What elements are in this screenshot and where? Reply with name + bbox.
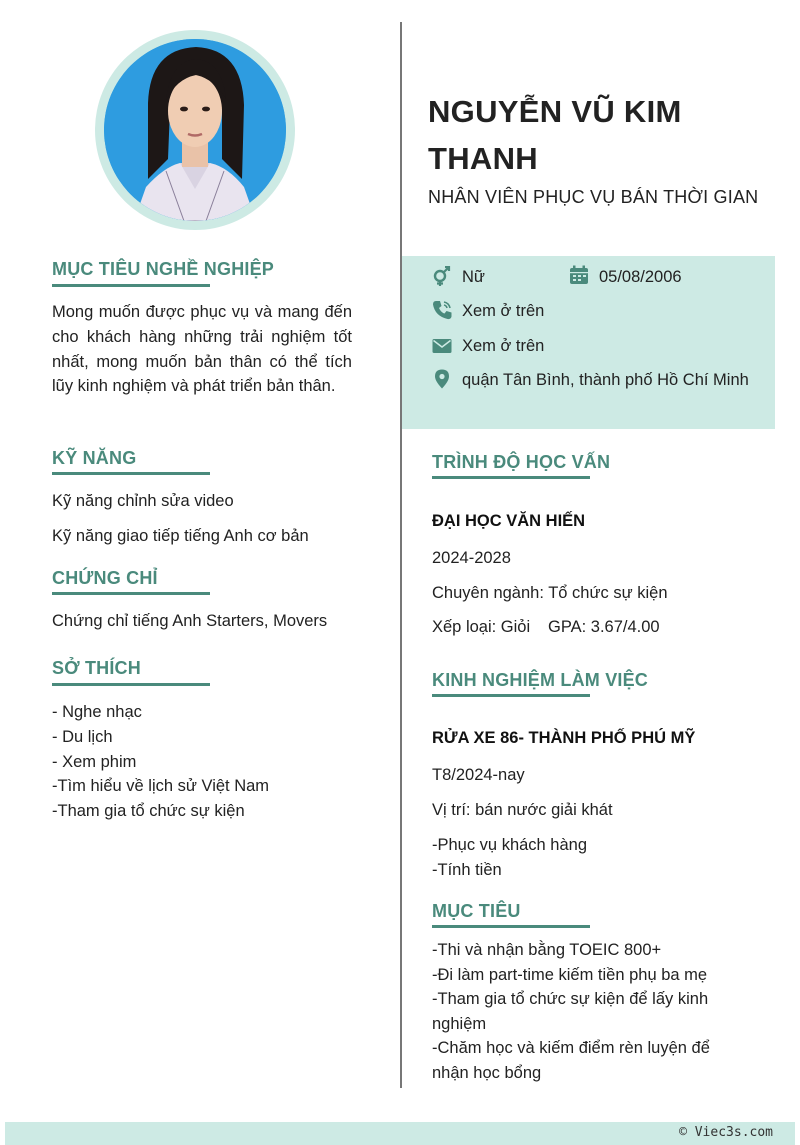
gpa: GPA: 3.67/4.00 — [548, 618, 660, 636]
certificates-underline — [52, 592, 210, 595]
work-period: T8/2024-nay — [432, 766, 525, 784]
duty-item: -Phục vụ khách hàng — [432, 836, 588, 854]
duties-list — [432, 833, 587, 882]
education-underline — [432, 476, 590, 479]
skill-item: Kỹ năng chỉnh sửa video — [52, 492, 234, 510]
major: Chuyên ngành: Tổ chức sự kiện — [432, 584, 668, 602]
avatar — [104, 39, 286, 221]
objective-title: MỤC TIÊU NGHỀ NGHIỆP — [52, 259, 275, 279]
hobby-item: -Tìm hiểu về lịch sử Việt Nam — [52, 777, 270, 796]
goal-item: -Đi làm part-time kiếm tiền phụ ba mẹ — [432, 965, 708, 984]
grade: Xếp loại: Giỏi — [432, 618, 531, 636]
school-years: 2024-2028 — [432, 549, 511, 567]
hobby-item: -Tham gia tổ chức sự kiện — [52, 802, 245, 821]
hobby-item: - Du lịch — [52, 727, 113, 746]
personal-info-panel — [402, 256, 775, 429]
gender-icon — [432, 266, 452, 286]
education-title: TRÌNH ĐỘ HỌC VẤN — [432, 452, 611, 472]
location-icon — [432, 369, 452, 389]
hobby-item: - Xem phim — [52, 752, 137, 771]
goals-list — [432, 938, 742, 1086]
goals-underline — [432, 925, 590, 928]
hobbies-title: SỞ THÍCH — [52, 658, 141, 678]
experience-underline — [432, 694, 590, 697]
experience-title: KINH NGHIỆM LÀM VIỆC — [432, 670, 649, 690]
certificate-item: Chứng chỉ tiếng Anh Starters, Movers — [52, 612, 328, 630]
phone-value: Xem ở trên — [462, 302, 545, 320]
objective-underline — [52, 284, 210, 287]
calendar-icon — [569, 265, 589, 285]
hobbies-underline — [52, 683, 210, 686]
footer-bar — [5, 1122, 795, 1145]
goal-item: -Tham gia tổ chức sự kiện để lấy kinh nghiệm — [432, 990, 709, 1033]
work-position: Vị trí: bán nước giải khát — [432, 801, 613, 819]
birthdate-value: 05/08/2006 — [599, 268, 682, 286]
school-name: ĐẠI HỌC VĂN HIẾN — [432, 512, 586, 530]
goal-item: -Chăm học và kiếm điểm rèn luyện để nhận học bổng — [432, 1039, 710, 1082]
footer-credit: © Viec3s.com — [679, 1125, 773, 1140]
gender-value: Nữ — [462, 268, 485, 286]
skills-underline — [52, 472, 210, 475]
job-title: NHÂN VIÊN PHỤC VỤ BÁN THỜI GIAN — [428, 187, 759, 207]
candidate-name: NGUYỄN VŨ KIM THANH — [428, 94, 682, 176]
skill-item: Kỹ năng giao tiếp tiếng Anh cơ bản — [52, 527, 309, 545]
objective-text: Mong muốn được phục vụ và mang đến cho khách hàng những trải nghiệm tốt nhất, mong muốn bản thân có thể tích lũy kinh nghiệm và phát triển bản thân. — [52, 303, 352, 396]
goal-item: -Thi và nhận bằng TOEIC 800+ — [432, 941, 662, 959]
goals-title: MỤC TIÊU — [432, 901, 521, 921]
address-value: quận Tân Bình, thành phố Hồ Chí Minh — [462, 371, 749, 389]
hobbies-list — [52, 700, 269, 824]
email-icon — [432, 336, 452, 356]
company-name: RỬA XE 86- THÀNH PHỐ PHÚ MỸ — [432, 729, 696, 747]
certificates-title: CHỨNG CHỈ — [52, 568, 158, 588]
email-value: Xem ở trên — [462, 337, 545, 355]
duty-item: -Tính tiền — [432, 860, 502, 879]
column-divider — [400, 22, 402, 1088]
hobby-item: - Nghe nhạc — [52, 703, 142, 721]
phone-icon — [432, 300, 452, 320]
skills-title: KỸ NĂNG — [52, 448, 137, 468]
